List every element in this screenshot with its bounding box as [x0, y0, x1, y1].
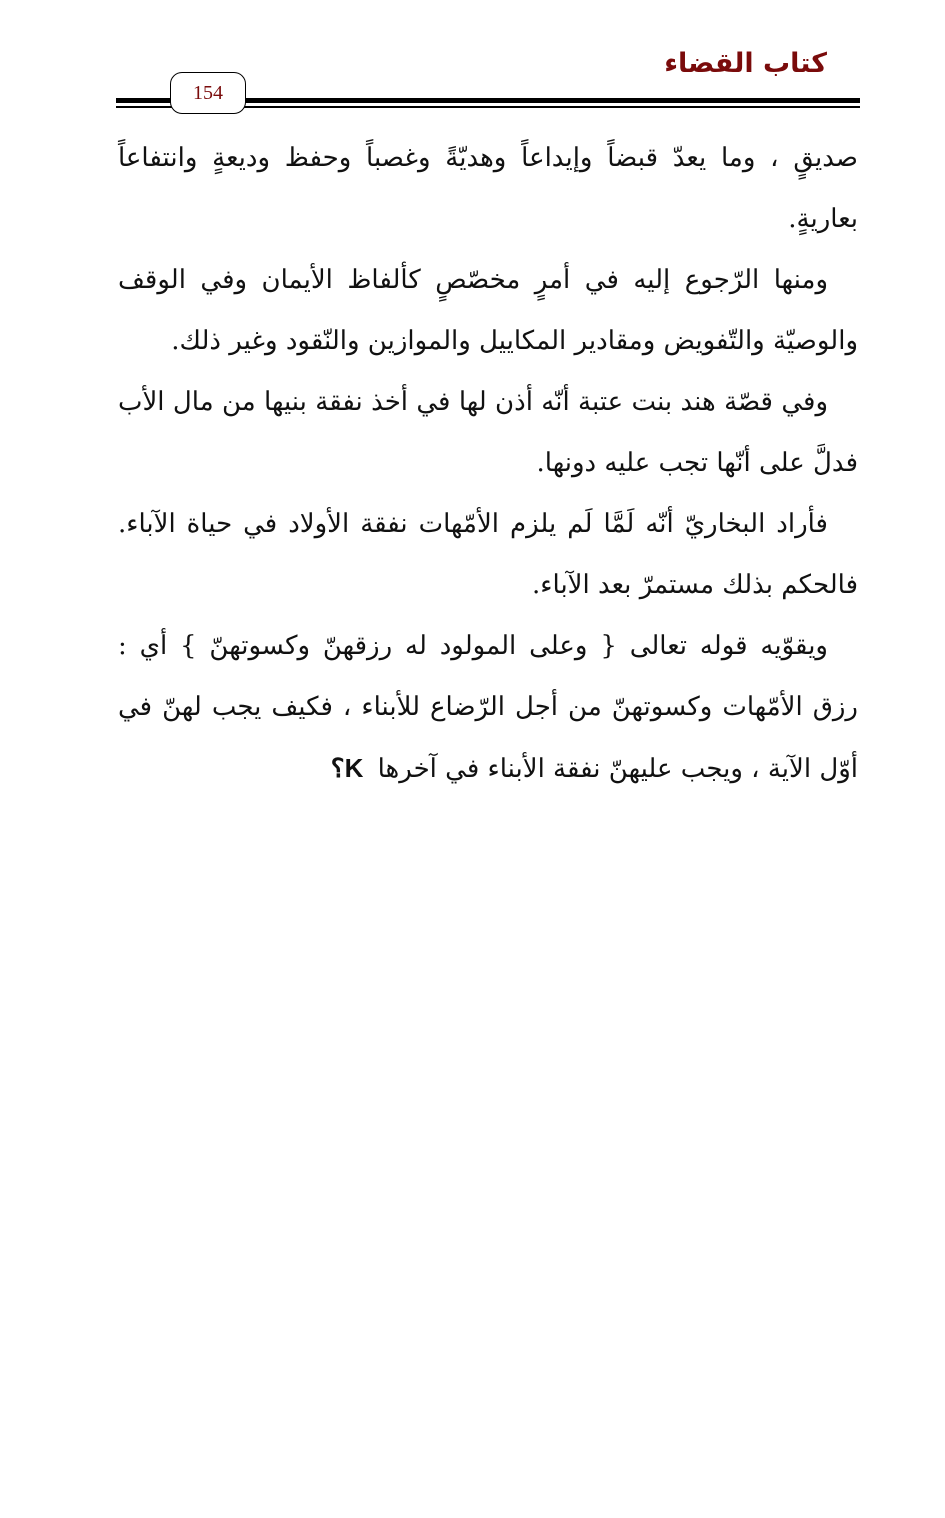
paragraph-5 [118, 616, 858, 800]
paragraph-2: ومنها الرّجوع إليه في أمرٍ مخصّصٍ كألفاظ الأيمان وفي الوقف والوصيّة والتّفويض ومقادير المكاييل والموازين والنّقود وغير ذلك. [118, 265, 858, 356]
paragraph-3: وفي قصّة هند بنت عتبة أنّه أذن لها في أخذ نفقة بنيها من مال الأب فدلَّ على أنّها تجب عليه دونها. [118, 387, 858, 478]
paragraph-5-text: ويقوّيه قوله تعالى { وعلى المولود له رزقهنّ وكسوتهنّ } أي : رزق الأمّهات وكسوتهنّ من أجل الرّضاع للأبناء ، فكيف يجب لهنّ في أوّل الآية ، ويجب عليهنّ نفقة الأبناء في آخرها [118, 631, 858, 784]
trailing-glyph: K؟ [330, 753, 364, 783]
body-text [118, 128, 858, 800]
header-title: كتاب القضاء [664, 48, 827, 79]
page-number-badge: 154 [170, 72, 246, 114]
paragraph-4: فأراد البخاريّ أنّه لَمَّا لَم يلزم الأمّهات نفقة الأولاد في حياة الآباء. فالحكم بذلك مستمرّ بعد الآباء. [118, 509, 858, 600]
paragraph-1: صديقٍ ، وما يعدّ قبضاً وإيداعاً وهديّةً وغصباً وحفظ وديعةٍ وانتفاعاً بعاريةٍ. [118, 143, 858, 234]
